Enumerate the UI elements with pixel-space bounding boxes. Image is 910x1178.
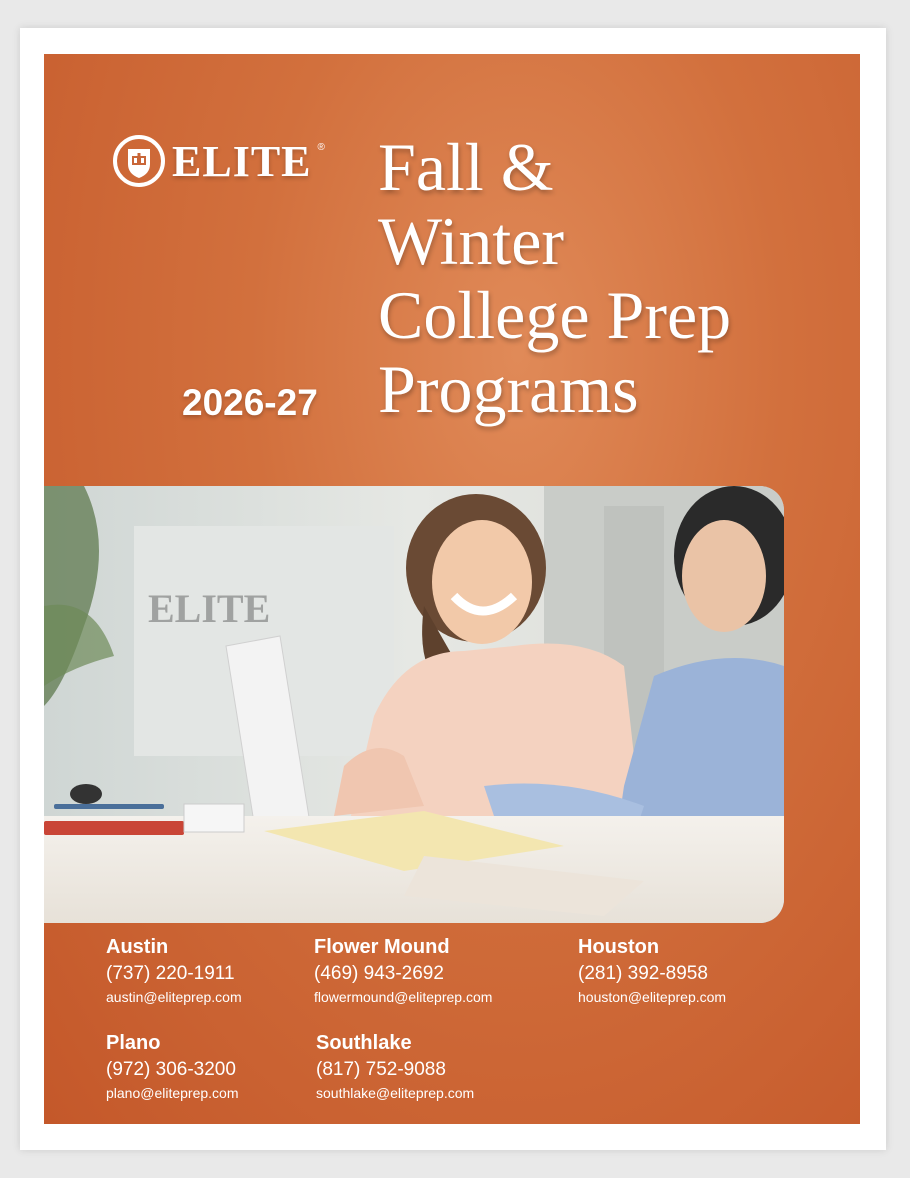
location-phone[interactable]: (469) 943-2692 [314, 963, 444, 984]
location-name: Plano [106, 1032, 161, 1054]
location-houston [578, 934, 726, 1006]
location-email[interactable]: austin@eliteprep.com [106, 989, 242, 1005]
location-phone[interactable]: (817) 752-9088 [316, 1059, 446, 1080]
location-austin [106, 934, 242, 1006]
students-photo [44, 486, 784, 923]
location-email[interactable]: southlake@eliteprep.com [316, 1085, 475, 1101]
cover-title [378, 130, 731, 426]
location-southlake [316, 1030, 474, 1102]
shield-crest-icon [112, 134, 166, 188]
brochure-cover [44, 54, 860, 1124]
location-email[interactable]: houston@eliteprep.com [578, 989, 727, 1005]
location-phone[interactable]: (281) 392-8958 [578, 963, 708, 984]
location-name: Southlake [316, 1032, 412, 1054]
location-phone[interactable]: (972) 306-3200 [106, 1059, 236, 1080]
title-line: Winter [378, 203, 565, 279]
title-line: Fall & [378, 129, 554, 205]
location-plano [106, 1030, 239, 1102]
location-contacts [44, 934, 860, 1124]
location-flower-mound [314, 934, 492, 1006]
students-photo-illustration [44, 486, 784, 923]
registered-mark: ® [317, 142, 325, 153]
location-name: Flower Mound [314, 936, 450, 958]
background-sign: ELITE [148, 586, 271, 631]
location-email[interactable]: flowermound@eliteprep.com [314, 989, 493, 1005]
title-line: Programs [378, 351, 639, 427]
location-phone[interactable]: (737) 220-1911 [106, 963, 235, 984]
logo-wordmark: ELITE [172, 136, 312, 186]
elite-logo [112, 134, 325, 188]
location-name: Austin [106, 936, 169, 958]
title-line: College Prep [378, 277, 732, 353]
program-year: 2026-27 [182, 382, 318, 423]
location-name: Houston [578, 936, 660, 958]
location-email[interactable]: plano@eliteprep.com [106, 1085, 239, 1101]
